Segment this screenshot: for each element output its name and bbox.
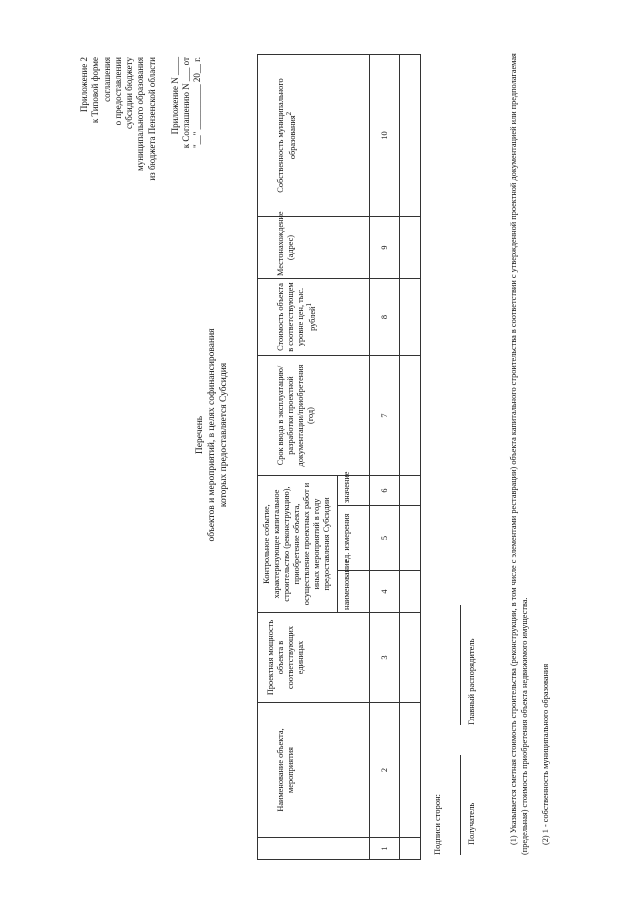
column-number-cell: 4	[370, 571, 400, 613]
signature-caption-recipient: Получатель	[466, 802, 476, 845]
header-cell	[258, 279, 370, 356]
table-cell	[400, 476, 421, 506]
title-line: Перечень	[195, 415, 205, 455]
table-cell	[400, 217, 421, 279]
signatures-label: Подписи сторон:	[432, 793, 442, 855]
appendix-line: к Соглашению N ___ от	[181, 57, 191, 149]
table-cell	[400, 55, 421, 217]
signature-caption-manager: Главный распорядитель	[466, 638, 476, 725]
footnote-ref: 2	[285, 111, 293, 116]
header-cell	[258, 55, 370, 217]
footnotes	[508, 45, 562, 855]
header-cell: Срок ввода в эксплуатацию/разработки проектной документации/приобретения (год)	[258, 356, 370, 476]
header-cell	[258, 838, 370, 860]
subheader-cell: ед. измерения	[338, 506, 370, 571]
column-number-cell: 8	[370, 279, 400, 356]
appendix-gap	[158, 57, 170, 197]
appendix-line: муниципального образования	[135, 57, 146, 171]
column-number-cell: 5	[370, 506, 400, 571]
appendix-line: Приложение N ____	[169, 57, 180, 135]
column-number-cell: 6	[370, 476, 400, 506]
signature-line-manager	[460, 605, 461, 725]
column-number-cell: 10	[370, 55, 400, 217]
column-number-cell: 3	[370, 613, 400, 703]
column-number-cell: 1	[370, 838, 400, 860]
header-cell: Проектная мощность объекта в соответствующих единицах	[258, 613, 370, 703]
table-row	[400, 55, 421, 860]
appendix-line: Приложение 2	[79, 57, 89, 113]
table-cell	[400, 279, 421, 356]
appendix-line: "__" __________ 20__ г.	[192, 57, 203, 149]
table-header-row	[258, 55, 338, 860]
table-cell	[400, 703, 421, 838]
title-line: объектов и мероприятий, в целях софинансирования	[206, 328, 217, 542]
table-cell	[400, 613, 421, 703]
table-cell	[400, 838, 421, 860]
footnote: (1) Указывается сметная стоимость строительства (реконструкции, в том числе с элементами реставрации) объекта капитального строительства в соответствии с утвержденной проектной документацией или предполагаемая (предельная) стоимость приобретения объекта недвижимого имущества.	[509, 53, 530, 855]
appendix-line: к Типовой форме	[90, 57, 101, 124]
title-line: которых предоставляется Субсидия	[218, 362, 229, 508]
footnote: (2) 1 - собственность муниципального образования	[541, 663, 551, 845]
appendix-header	[79, 57, 204, 197]
objects-table	[257, 54, 421, 860]
table-cell	[400, 356, 421, 476]
header-text: Собственность муниципального образования	[276, 78, 297, 193]
appendix-line: о предоставлении	[112, 57, 123, 126]
appendix-line: соглашения	[101, 57, 112, 102]
footnote-ref: 1	[305, 303, 313, 307]
column-number-cell: 2	[370, 703, 400, 838]
column-number-cell: 7	[370, 356, 400, 476]
signature-line-recipient	[460, 755, 461, 855]
subheader-cell: значение	[338, 476, 370, 506]
header-cell: Наименование объекта, мероприятия	[258, 703, 370, 838]
header-text: Стоимость объекта в соответствующем уровне цен, тыс. рублей	[276, 282, 317, 352]
header-cell: Контрольное событие, характеризующее капитальное строительство (реконструкцию), приобретение объекта, осуществление проектных работ и иных мероприятий в году предоставления Субсидии	[258, 476, 338, 613]
header-cell: Местонахождение (адрес)	[258, 217, 370, 279]
column-number-cell: 9	[370, 217, 400, 279]
table-cell	[400, 571, 421, 613]
appendix-line: субсидии бюджету	[124, 57, 134, 129]
appendix-line: из бюджета Пензенской области	[146, 57, 157, 181]
table-cell	[400, 506, 421, 571]
document-title	[195, 235, 231, 635]
table-row	[370, 55, 400, 860]
subheader-cell: наименование	[338, 571, 370, 613]
